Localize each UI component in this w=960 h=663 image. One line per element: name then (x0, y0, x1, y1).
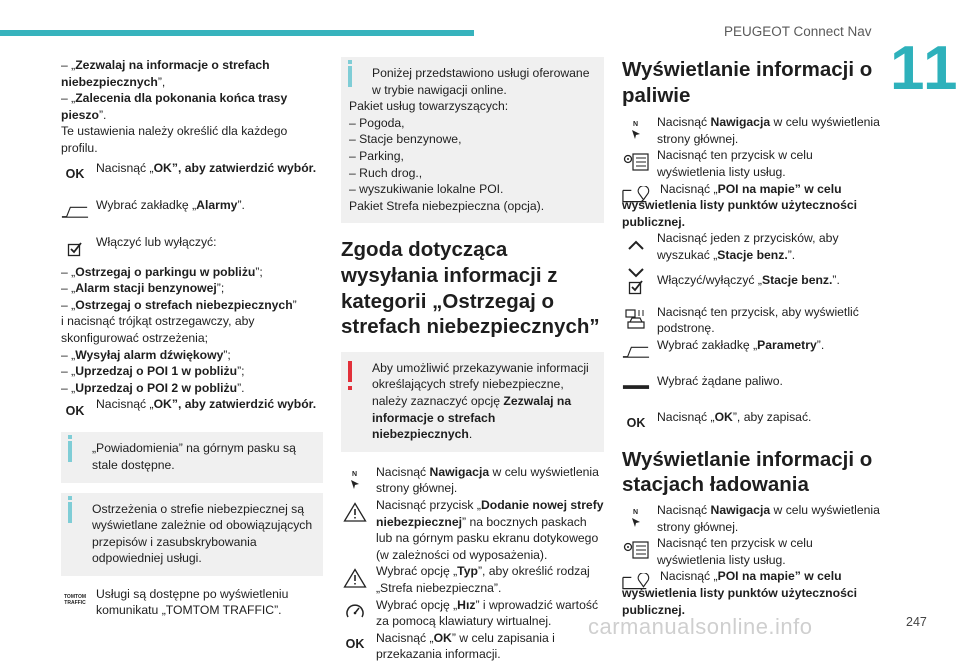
warning-triangle-icon (341, 501, 369, 523)
list-item: – wyszukiwanie lokalne POI. (349, 182, 504, 197)
column-3 (622, 57, 884, 618)
step-tomtom: TOMTOM TRAFFIC Usługi są dostępne po wyświetleniu komunikatu „TOMTOM TRAFFIC”. (61, 586, 323, 619)
svg-text:N: N (352, 470, 358, 478)
chapter-number: 11 (890, 34, 960, 103)
paragraph: – „Zalecenia dla pokonania końca trasy pieszo”. (61, 91, 288, 122)
ok-icon: OK (65, 403, 85, 418)
step-type: Wybrać opcję „Typ”, aby określić rodzaj „Strefa niebezpieczna”. (341, 563, 604, 596)
checkbox-icon (61, 238, 89, 260)
section-heading: Wyświetlanie informacji o stacjach ładowania (622, 447, 873, 497)
tab-icon (622, 341, 650, 363)
step-toggle-fuel: Włączyć/wyłączyć „Stacje benz.”. (622, 272, 884, 296)
ok-icon: OK (65, 167, 85, 182)
list-item: – „Wysyłaj alarm dźwiękowy”; (61, 347, 231, 362)
step-select-fuel: Wybrać żądane paliwo. (622, 373, 884, 397)
step-toggle: Włączyć lub wyłączyć: (61, 234, 323, 258)
list-item: – „Uprzedzaj o POI 2 w pobliżu”. (61, 380, 245, 395)
step-navigation: N Nacisnąć Nawigacja w celu wyświetlenia strony głównej. (341, 464, 604, 497)
info-icon (68, 441, 72, 462)
info-icon (68, 502, 72, 523)
step-services: Nacisnąć ten przycisk w celu wyświetlenia listy usług. (622, 535, 884, 568)
page-header-title: PEUGEOT Connect Nav (724, 24, 872, 39)
step-ok-confirm: OK Nacisnąć „OK”, aby zatwierdzić wybór. (61, 160, 323, 184)
navigation-icon (622, 118, 650, 140)
list-item: – Ruch drog., (349, 165, 423, 180)
step-ok-confirm: OK Nacisnąć „OK”, aby zatwierdzić wybór. (61, 396, 323, 420)
svg-text:N: N (633, 509, 639, 517)
svg-text:N: N (633, 121, 639, 129)
step-speed: Wybrać opcję „Hız” i wprowadzić wartość za pomocą klawiatury wirtualnej. (341, 597, 604, 630)
navigation-icon (622, 506, 650, 528)
navigation-icon (341, 468, 369, 490)
info-box: „Powiadomienia” na górnym pasku są stale dostępne. (61, 432, 323, 482)
list-bar-icon (622, 377, 650, 399)
checkbox-icon (622, 276, 650, 298)
chevron-up-icon (622, 234, 650, 256)
step-add-danger-zone: Nacisnąć przycisk „Dodanie nowej strefy niebezpiecznej” na bocznych paskach lub na górnym pasku ekranu dotykowego (w zależności od wyposażenia). (341, 497, 604, 563)
column-2 (341, 57, 604, 663)
step-ok-save: OK Nacisnąć „OK”, aby zapisać. (622, 409, 884, 433)
list-item: – „Alarm stacji benzynowej”; (61, 281, 225, 296)
step-poi-map: Nacisnąć „POI na mapie” w celu wyświetlenia listy punktów użyteczności publicznej. (622, 569, 858, 617)
paragraph: – „Zezwalaj na informacje o strefach niebezpiecznych”, (61, 58, 270, 89)
section-heading: Wyświetlanie informacji o paliwie (622, 58, 873, 107)
tab-icon (61, 201, 89, 223)
paragraph: Te ustawienia należy określić dla każdego profilu. (61, 124, 288, 155)
header-accent-bar (0, 30, 474, 36)
column-1 (61, 57, 323, 619)
step-ok-save: OK Nacisnąć „OK” w celu zapisania i przekazania informacji. (341, 630, 604, 663)
list-item: – „Ostrzegaj o strefach niebezpiecznych” (61, 297, 297, 312)
info-box (61, 493, 323, 576)
step-navigation: N Nacisnąć Nawigacja w celu wyświetlenia strony głównej. (622, 114, 884, 147)
list-item: – „Ostrzegaj o parkingu w pobliżu”; (61, 264, 263, 279)
step-subpage: Nacisnąć ten przycisk, aby wyświetlić podstronę. (622, 304, 884, 337)
list-item: – „Uprzedzaj o POI 1 w pobliżu”; (61, 364, 245, 379)
paragraph: Ostrzeżenia o strefie niebezpiecznej są wyświetlane zależnie od obowiązujących przepisów i zasubskrybowania odpowiedniej usługi. (92, 501, 313, 566)
page-number: 247 (906, 615, 927, 629)
poi-map-icon (622, 572, 650, 594)
step-services: Nacisnąć ten przycisk w celu wyświetlenia listy usług. (622, 147, 884, 180)
settings-car-icon (622, 308, 650, 330)
list-item: – Pogoda, (349, 115, 405, 130)
info-icon (348, 66, 352, 87)
step-search-fuel: Nacisnąć jeden z przycisków, aby wyszukać „Stacje benz.”. (622, 230, 884, 263)
speedometer-icon (341, 601, 369, 623)
step-poi-map: Nacisnąć „POI na mapie” w celu wyświetlenia listy punktów użyteczności publicznej. (622, 181, 858, 229)
step-navigation: N Nacisnąć Nawigacja w celu wyświetlenia strony głównej. (622, 502, 884, 535)
warning-box: Aby umożliwić przekazywanie informacji określających strefy niebezpieczne, należy zaznaczyć opcję Zezwalaj na informacje o strefach niebezpiecznych. (341, 352, 604, 452)
poi-map-icon (622, 185, 650, 207)
list-item: – Parking, (349, 148, 404, 163)
watermark: carmanualsonline.info (588, 614, 813, 639)
step-select-alarm-tab: Wybrać zakładkę „Alarmy”. (61, 197, 323, 221)
warning-triangle-icon (341, 567, 369, 589)
info-box: Poniżej przedstawiono usługi oferowane w trybie nawigacji online. Pakiet usług towarzyszących: – Pogoda, – Stacje benzynowe, – Parking, – Ruch drog., – wyszukiwanie lokalne POI. Pakiet Strefa niebezpieczna (opcja). (341, 57, 604, 223)
list-item: – Stacje benzynowe, (349, 132, 462, 147)
services-list-icon (622, 151, 650, 173)
warning-icon (348, 361, 352, 382)
section-heading: Zgoda dotycząca wysyłania informacji z kategorii „Ostrzegaj o strefach niebezpiecznych” (341, 238, 600, 339)
ok-icon: OK (345, 637, 365, 652)
step-parameters-tab: Wybrać zakładkę „Parametry”. (622, 337, 884, 361)
tomtom-traffic-logo-icon: TOMTOM TRAFFIC (63, 594, 87, 606)
ok-icon: OK (626, 416, 646, 431)
services-list-icon (622, 539, 650, 561)
paragraph: i nacisnąć trójkąt ostrzegawczy, aby skonfigurować ostrzeżenia; (61, 314, 255, 345)
